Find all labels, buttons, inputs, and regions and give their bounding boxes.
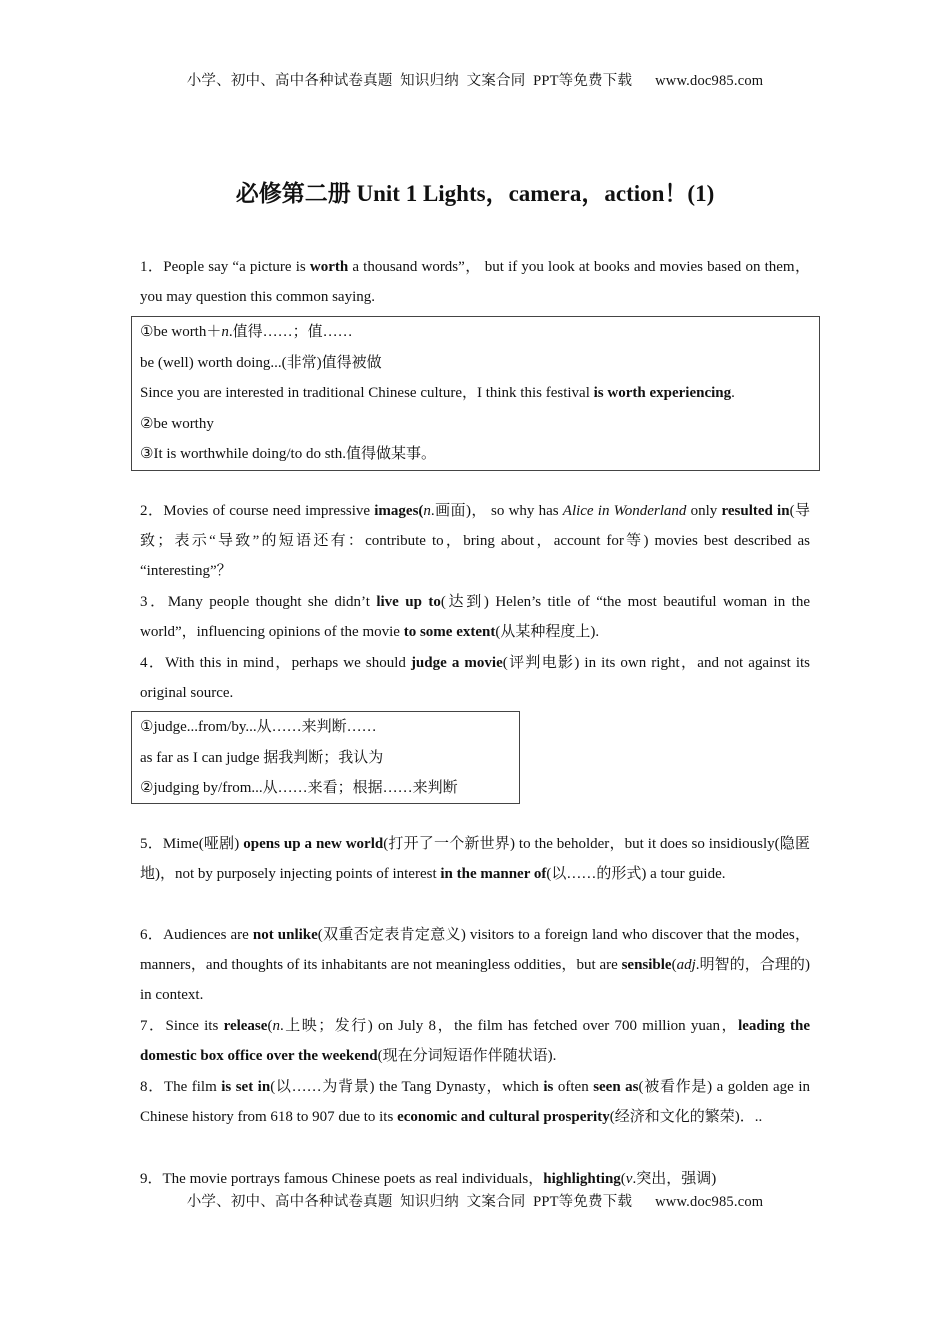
item-1 (140, 252, 810, 312)
note-line: ②judging by/from...从……来看；根据……来判断 (140, 780, 458, 796)
movie-title: Alice in Wonderland (562, 503, 687, 519)
item-4 (140, 648, 810, 708)
text: 1．People say “a picture is (140, 259, 310, 275)
text: (导致；表示“导致”的短语还有：contribute to，bring about，account for等) movies best described as “interesting”？ (140, 503, 810, 579)
note-line: ①judge...from/by...从……来判断…… (140, 719, 377, 735)
text: ( (267, 1018, 273, 1034)
text: ①be worth＋ (140, 324, 222, 340)
text: only (686, 503, 722, 519)
text: (经济和文化的繁荣)．.. (609, 1109, 763, 1125)
text: 7．Since its (140, 1018, 224, 1034)
text: .明智的，合理的) in context. (140, 957, 810, 1003)
text: a thousand words”， but if you look at books and movies based on them，you may question this common saying. (140, 259, 811, 305)
note-line: as far as I can judge 据我判断；我认为 (140, 749, 384, 766)
item-3 (140, 587, 810, 647)
item-6 (140, 920, 810, 1010)
keyword: economic and cultural prosperity (397, 1109, 610, 1125)
keyword: opens up a new world (243, 836, 384, 852)
text: 5．Mime(哑剧) (140, 836, 244, 852)
text: .上映；发行) on July 8，the film has fetched over 700 million yuan， (279, 1018, 739, 1034)
note-line: be (well) worth doing...(非常)值得被做 (140, 354, 382, 371)
keyword: sensible (621, 957, 672, 973)
pos-tag: n (221, 324, 229, 340)
keyword: leading the domestic box office over the weekend (140, 1018, 810, 1064)
text: (双重否定表肯定意义) visitors to a foreign land who discover that the modes，manners，and thoughts of its inhabitants are not meaningless oddities，but are (140, 927, 811, 973)
note-line (140, 378, 811, 409)
pos-tag: n (272, 1018, 280, 1034)
keyword: is (543, 1079, 554, 1095)
keyword: live up to (376, 594, 441, 610)
keyword: to some extent (403, 624, 496, 640)
note-line: ③It is worthwhile doing/to do sth.值得做某事。 (140, 446, 436, 462)
keyword: images( (374, 503, 424, 519)
text: 6．Audiences are (140, 927, 253, 943)
text: 8．The film (140, 1079, 222, 1095)
text: (被看作是) a golden age in Chinese history from 618 to 907 due to its (140, 1079, 810, 1125)
keyword: in the manner of (440, 866, 547, 882)
page-header: 小学、初中、高中各种试卷真题 知识归纳 文案合同 PPT等免费下载 www.doc985.com (186, 73, 764, 89)
text: (以……的形式) a tour guide. (546, 866, 726, 882)
item-5 (140, 829, 810, 889)
text: (现在分词短语作伴随状语). (377, 1048, 557, 1064)
text: Since you are interested in traditional Chinese culture，I think this festival (140, 385, 594, 401)
text: often (553, 1079, 594, 1095)
note-box-judge (131, 711, 520, 804)
note-line: ②be worthy (140, 415, 214, 432)
pos-tag: v (625, 1171, 633, 1187)
text: (打开了一个新世界) to the beholder，but it does so insidiously(隐匿地)，not by purposely injecting points of interest (140, 836, 811, 882)
keyword: highlighting (543, 1171, 621, 1187)
text: ( (620, 1171, 626, 1187)
page-footer: 小学、初中、高中各种试卷真题 知识归纳 文案合同 PPT等免费下载 www.doc985.com (186, 1194, 764, 1210)
keyword: worth (309, 259, 349, 275)
text: 9．The movie portrays famous Chinese poets as real individuals， (140, 1171, 544, 1187)
pos-tag: n (423, 503, 431, 519)
text: (以……为背景) the Tang Dynasty，which (270, 1079, 544, 1095)
text: 3．Many people thought she didn’t (140, 594, 377, 610)
text: .画面)， so why has (430, 503, 563, 519)
note-line (140, 317, 811, 348)
text: .值得……；值…… (228, 324, 353, 340)
note-box-worth (131, 316, 820, 471)
keyword: is worth experiencing (593, 385, 732, 401)
keyword: judge a movie (410, 655, 503, 671)
keyword: is set in (221, 1079, 271, 1095)
text: 4．With this in mind，perhaps we should (140, 655, 411, 671)
keyword: resulted in (721, 503, 790, 519)
keyword: release (223, 1018, 268, 1034)
page-title: 必修第二册 Unit 1 Lights，camera，action！(1) (235, 181, 715, 206)
keyword: not unlike (252, 927, 318, 943)
text: .突出，强调) (632, 1171, 717, 1187)
text: (达到) Helen’s title of “the most beautiful woman in the world”，influencing opinions of the movie (140, 594, 810, 640)
pos-tag: adj (676, 957, 696, 973)
text: (从某种程度上). (495, 624, 600, 640)
item-8 (140, 1072, 810, 1132)
text: (评判电影) in its own right，and not against its original source. (140, 655, 810, 701)
keyword: seen as (593, 1079, 639, 1095)
text: 2．Movies of course need impressive (140, 503, 375, 519)
item-7 (140, 1011, 810, 1071)
text: . (731, 385, 735, 401)
text: ( (671, 957, 677, 973)
item-2 (140, 496, 810, 586)
